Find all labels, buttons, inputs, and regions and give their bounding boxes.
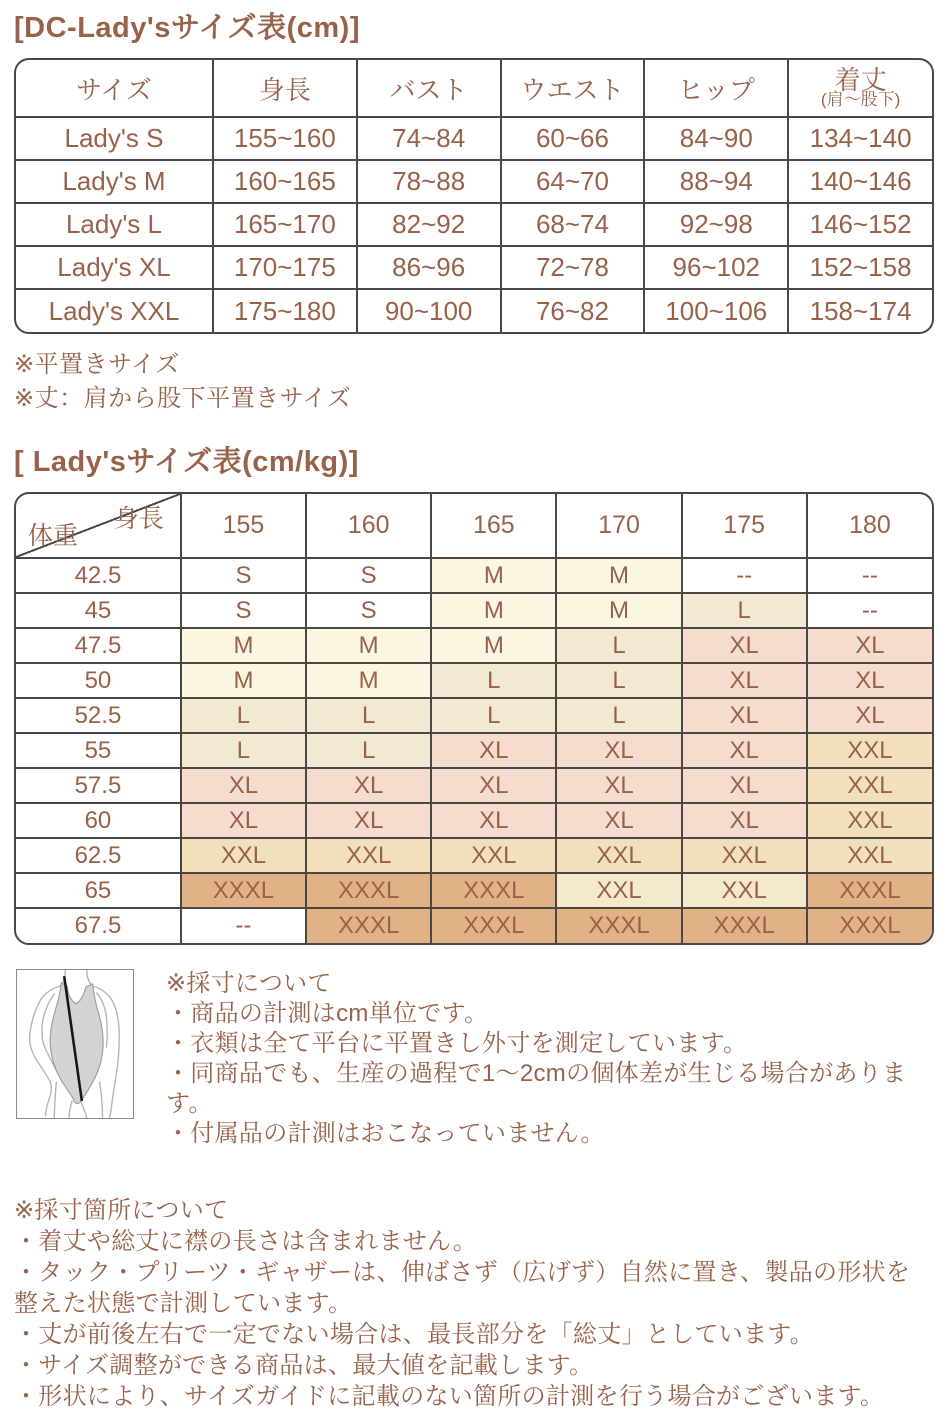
matrix-size-cell: M — [181, 663, 306, 698]
height-header-180: 180 — [807, 494, 932, 558]
measurement-spot-note: ・形状により、サイズガイドに記載のない箇所の計測を行う場合がございます。 — [14, 1383, 885, 1410]
measurement-note: ・衣類は全て平台に平置きし外寸を測定しています。 — [166, 1030, 748, 1057]
matrix-size-cell: XL — [556, 803, 681, 838]
size-row-label: Lady's XL — [16, 246, 213, 289]
measurement-section — [14, 969, 934, 1149]
matrix-size-cell: M — [181, 628, 306, 663]
matrix-size-cell: XL — [807, 663, 932, 698]
matrix-size-cell: XXL — [306, 838, 431, 873]
matrix-size-cell: XXXL — [181, 873, 306, 908]
matrix-size-cell: XL — [807, 628, 932, 663]
measurement-cell: 175~180 — [213, 289, 357, 332]
measurement-spot-note: ・タック・プリーツ・ギャザーは、伸ばさず（広げず）自然に置き、製品の形状を整えた状態で計測しています。 — [14, 1259, 911, 1317]
matrix-size-cell: M — [556, 593, 681, 628]
dc-size-table — [14, 58, 934, 334]
matrix-size-cell: XXXL — [306, 873, 431, 908]
matrix-size-cell: S — [306, 558, 431, 593]
matrix-size-cell: L — [306, 733, 431, 768]
matrix-size-cell: M — [306, 663, 431, 698]
weight-row — [16, 873, 932, 908]
weight-label: 62.5 — [16, 838, 181, 873]
size-row — [16, 160, 932, 203]
leotard-figure-svg — [17, 970, 133, 1118]
matrix-size-cell: XL — [682, 803, 807, 838]
matrix-size-cell: L — [556, 698, 681, 733]
matrix-size-cell: XL — [682, 768, 807, 803]
weight-row — [16, 593, 932, 628]
matrix-size-cell: -- — [682, 558, 807, 593]
measurement-note: ・付属品の計測はおこなっていません。 — [166, 1120, 605, 1147]
matrix-size-cell: S — [306, 593, 431, 628]
matrix-size-cell: S — [181, 593, 306, 628]
size-row — [16, 117, 932, 160]
height-header-155: 155 — [181, 494, 306, 558]
matrix-size-cell: XL — [682, 663, 807, 698]
weight-row — [16, 908, 932, 943]
matrix-size-cell: L — [431, 698, 556, 733]
measurement-note: ・商品の計測はcm単位です。 — [166, 1000, 489, 1027]
matrix-size-cell: M — [556, 558, 681, 593]
measurement-cell: 158~174 — [809, 295, 912, 326]
matrix-size-cell: XL — [306, 803, 431, 838]
matrix-size-cell: XL — [181, 803, 306, 838]
height-weight-corner-cell — [16, 494, 181, 558]
measurement-cell: 72~78 — [501, 246, 645, 289]
dc-header-4: ヒップ — [644, 60, 788, 117]
measurement-cell: 92~98 — [644, 203, 788, 246]
dc-size-table-title: [DC-Lady'sサイズ表(cm)] — [14, 12, 360, 44]
matrix-size-cell: XXXL — [807, 908, 932, 943]
height-header-row — [16, 494, 932, 558]
height-header-165: 165 — [431, 494, 556, 558]
matrix-size-cell: S — [181, 558, 306, 593]
weight-label: 57.5 — [16, 768, 181, 803]
weight-label: 60 — [16, 803, 181, 838]
measurement-spot-note: ・サイズ調整ができる商品は、最大値を記載します。 — [14, 1352, 594, 1379]
matrix-size-cell: XXXL — [431, 873, 556, 908]
measurement-spot-note: ・丈が前後左右で一定でない場合は、最長部分を「総丈」としています。 — [14, 1321, 814, 1348]
weight-label: 47.5 — [16, 628, 181, 663]
weight-row — [16, 733, 932, 768]
weight-label: 55 — [16, 733, 181, 768]
weight-label: 67.5 — [16, 908, 181, 943]
matrix-size-cell: XL — [807, 698, 932, 733]
size-row-label: Lady's XXL — [16, 289, 213, 332]
matrix-size-cell: XXL — [807, 733, 932, 768]
matrix-size-cell: L — [556, 628, 681, 663]
matrix-size-cell: XL — [682, 698, 807, 733]
matrix-size-cell: XXL — [556, 873, 681, 908]
measurement-spot-note: ・着丈や総丈に襟の長さは含まれません。 — [14, 1228, 478, 1255]
matrix-size-cell: L — [306, 698, 431, 733]
measurement-notes — [166, 969, 934, 1149]
matrix-size-cell: XXL — [807, 803, 932, 838]
leotard-measurement-figure — [16, 969, 134, 1119]
matrix-size-cell: XL — [556, 733, 681, 768]
dc-header-size: サイズ — [16, 60, 213, 117]
measurement-cell: 140~146 — [788, 160, 932, 203]
size-row — [16, 246, 932, 289]
dc-header-1: 身長 — [213, 60, 357, 117]
matrix-size-cell: XL — [181, 768, 306, 803]
dc-size-table-header-row — [16, 60, 932, 117]
measurement-cell: 64~70 — [501, 160, 645, 203]
matrix-size-cell: XXXL — [306, 908, 431, 943]
matrix-size-cell: XXL — [807, 838, 932, 873]
matrix-size-cell: XL — [682, 628, 807, 663]
leotard-shape — [50, 983, 103, 1104]
weight-row — [16, 768, 932, 803]
measurement-cell: 146~152 — [788, 203, 932, 246]
measurement-cell: 68~74 — [501, 203, 645, 246]
weight-row — [16, 698, 932, 733]
weight-row — [16, 628, 932, 663]
measurement-cell: 96~102 — [644, 246, 788, 289]
measurement-cell: 76~82 — [501, 289, 645, 332]
measurement-spots-notes — [14, 1195, 934, 1412]
matrix-size-cell: XXL — [556, 838, 681, 873]
measurement-cell: 155~160 — [213, 117, 357, 160]
matrix-size-cell: XXXL — [807, 873, 932, 908]
height-axis-label: 身長 — [113, 505, 164, 533]
matrix-size-cell: XXL — [807, 768, 932, 803]
matrix-size-cell: M — [431, 593, 556, 628]
weight-row — [16, 838, 932, 873]
measurement-cell: 134~140 — [788, 117, 932, 160]
size-row — [16, 203, 932, 246]
size-row-label: Lady's S — [16, 117, 213, 160]
measurement-cell: 152~158 — [788, 246, 932, 289]
height-header-170: 170 — [556, 494, 681, 558]
measurement-cell: 84~90 — [644, 117, 788, 160]
size-row — [16, 289, 932, 332]
weight-label: 65 — [16, 873, 181, 908]
measurement-cell: 170~175 — [213, 246, 357, 289]
matrix-size-cell: L — [556, 663, 681, 698]
matrix-size-cell: XL — [682, 733, 807, 768]
matrix-size-cell: XXXL — [431, 908, 556, 943]
matrix-size-cell: XXL — [682, 838, 807, 873]
measurement-cell: 88~94 — [644, 160, 788, 203]
measurement-cell: 160~165 — [213, 160, 357, 203]
matrix-size-cell: M — [431, 558, 556, 593]
measurement-cell: 78~88 — [357, 160, 501, 203]
measurement-cell: 100~106 — [644, 289, 788, 332]
height-header-175: 175 — [682, 494, 807, 558]
matrix-size-cell: -- — [807, 593, 932, 628]
matrix-size-cell: M — [431, 628, 556, 663]
dc-header-2: バスト — [357, 60, 501, 117]
flat-measure-notes — [14, 348, 934, 416]
dc-header-3: ウエスト — [501, 60, 645, 117]
matrix-size-cell: L — [431, 663, 556, 698]
matrix-size-cell: M — [306, 628, 431, 663]
matrix-size-cell: XXL — [431, 838, 556, 873]
matrix-size-cell: XL — [431, 733, 556, 768]
weight-axis-label: 体重 — [28, 522, 79, 550]
matrix-size-cell: XL — [431, 803, 556, 838]
measurement-note: ・同商品でも、生産の過程で1～2cmの個体差が生じる場合があります。 — [166, 1060, 907, 1117]
matrix-size-cell: -- — [181, 908, 306, 943]
matrix-size-cell: XXXL — [682, 908, 807, 943]
matrix-size-cell: XXL — [181, 838, 306, 873]
measurement-cell: 60~66 — [501, 117, 645, 160]
matrix-size-cell: XL — [306, 768, 431, 803]
weight-row — [16, 803, 932, 838]
note-flat-size: ※平置きサイズ — [14, 351, 180, 378]
measurement-cell: 86~96 — [357, 246, 501, 289]
measurement-cell: 165~170 — [213, 203, 357, 246]
measurement-cell: 90~100 — [357, 289, 501, 332]
matrix-size-cell: XL — [431, 768, 556, 803]
weight-label: 50 — [16, 663, 181, 698]
matrix-size-cell: XXL — [682, 873, 807, 908]
measurement-cell: 82~92 — [357, 203, 501, 246]
size-row-label: Lady's M — [16, 160, 213, 203]
matrix-size-cell: L — [181, 733, 306, 768]
matrix-size-cell: L — [682, 593, 807, 628]
height-weight-table-title: [ Lady'sサイズ表(cm/kg)] — [14, 446, 359, 478]
weight-label: 45 — [16, 593, 181, 628]
measurement-spots-heading: ※採寸箇所について — [14, 1197, 229, 1224]
matrix-size-cell: L — [181, 698, 306, 733]
matrix-size-cell: XL — [556, 768, 681, 803]
matrix-size-cell: XXXL — [556, 908, 681, 943]
weight-row — [16, 663, 932, 698]
note-length-definition: ※丈：肩から股下平置きサイズ — [14, 385, 352, 412]
weight-label: 42.5 — [16, 558, 181, 593]
measurement-cell: 74~84 — [357, 117, 501, 160]
dc-header-5: 着丈 (肩～股下) — [788, 60, 932, 117]
weight-label: 52.5 — [16, 698, 181, 733]
height-header-160: 160 — [306, 494, 431, 558]
weight-row — [16, 558, 932, 593]
matrix-size-cell: -- — [807, 558, 932, 593]
size-row-label: Lady's L — [16, 203, 213, 246]
measurement-notes-heading: ※採寸について — [166, 970, 332, 997]
height-weight-size-table — [14, 492, 934, 945]
